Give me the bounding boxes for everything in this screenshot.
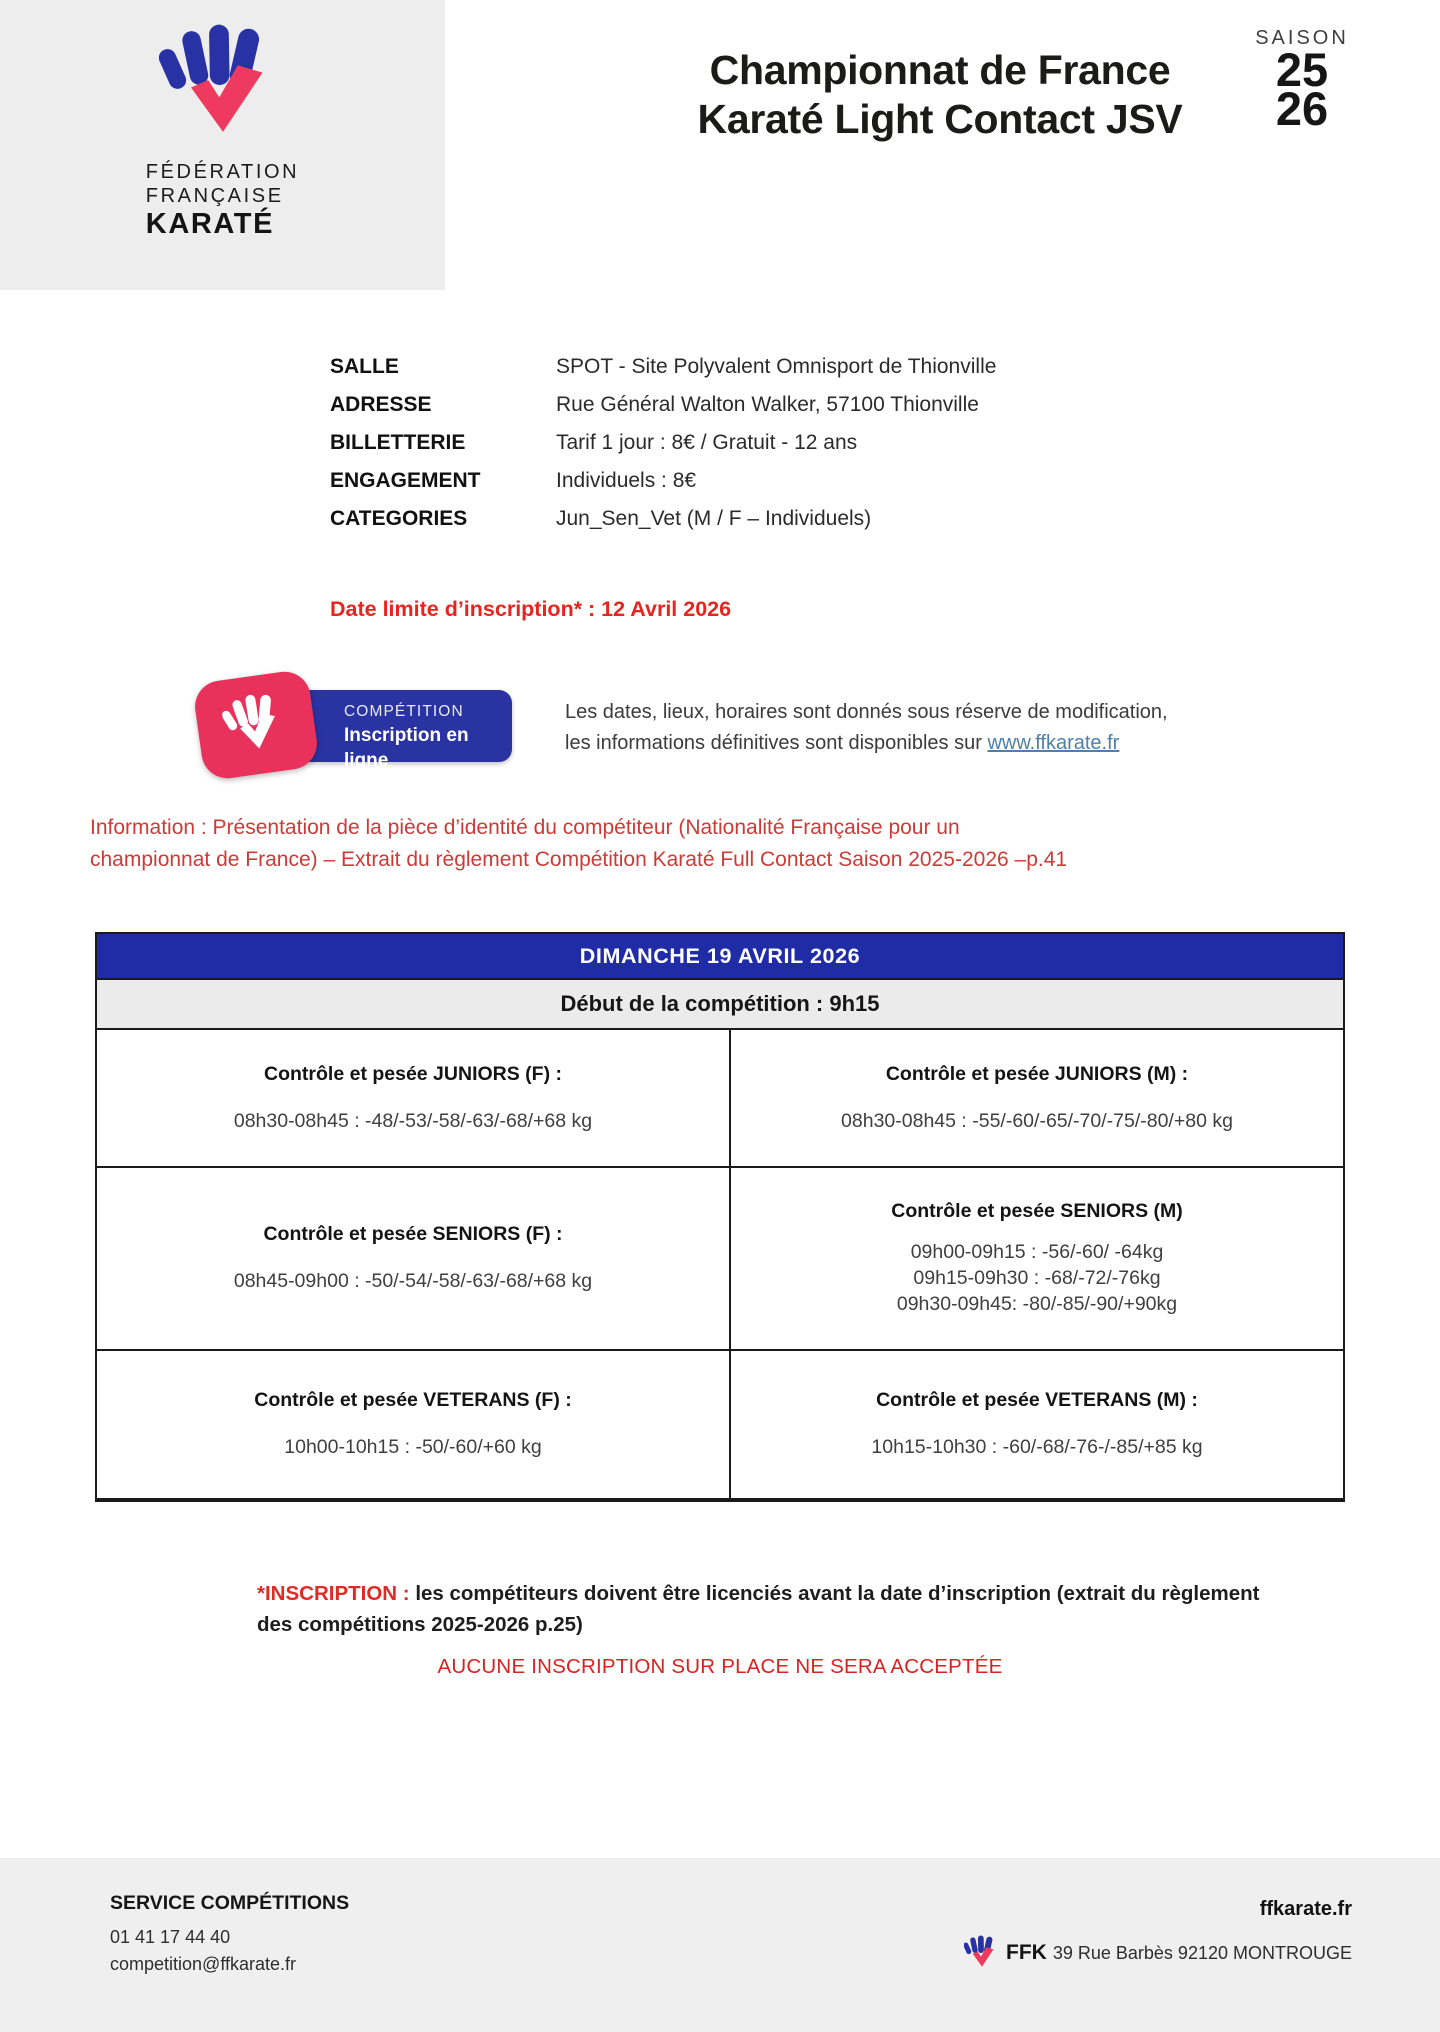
info-label: SALLE	[330, 355, 399, 378]
cell-line: 08h30-08h45 : -48/-53/-58/-63/-68/+68 kg	[233, 1109, 593, 1132]
page-footer	[0, 1858, 1440, 2032]
footer-website: ffkarate.fr	[1259, 1898, 1352, 1920]
identity-information-line-1: Information : Présentation de la pièce d’identité du compétiteur (Nationalité Française pour un	[90, 816, 960, 839]
notice-line-2	[565, 728, 1168, 759]
info-row-billetterie	[330, 428, 996, 457]
season-year-top: 25	[1275, 43, 1329, 96]
cell-juniors-f	[97, 1030, 731, 1166]
cell-title: Contrôle et pesée JUNIORS (F) :	[264, 1062, 562, 1085]
cell-line: 09h00-09h15 : -56/-60/ -64kg	[910, 1241, 1164, 1263]
org-line: FRANÇAISE	[145, 185, 284, 207]
title-line-2: Karaté Light Contact JSV	[697, 96, 1183, 142]
footer-service-title: SERVICE COMPÉTITIONS	[110, 1892, 350, 1914]
info-row-salle	[330, 352, 996, 381]
info-label: ENGAGEMENT	[330, 469, 481, 492]
footer-email: competition@ffkarate.fr	[110, 1954, 297, 1974]
footer-org-block	[964, 1898, 1352, 1973]
notice-line-1: Les dates, lieux, horaires sont donnés sous réserve de modification,	[565, 701, 1168, 723]
table-row	[97, 1351, 1343, 1498]
table-row	[97, 1030, 1343, 1168]
cell-title: Contrôle et pesée SENIORS (M)	[891, 1200, 1183, 1222]
cell-line: 08h30-08h45 : -55/-60/-65/-70/-75/-80/+80 kg	[841, 1109, 1233, 1132]
cell-line: 09h30-09h45: -80/-85/-90/+90kg	[896, 1293, 1178, 1315]
org-name	[146, 160, 299, 240]
cell-title: Contrôle et pesée VETERANS (F) :	[254, 1389, 572, 1411]
footer-phone: 01 41 17 44 40	[110, 1927, 231, 1947]
info-value: Tarif 1 jour : 8€ / Gratuit - 12 ans	[556, 431, 858, 454]
page-title	[640, 46, 1240, 144]
ffkarate-link[interactable]: www.ffkarate.fr	[987, 732, 1120, 754]
cell-title: Contrôle et pesée VETERANS (M) :	[876, 1389, 1198, 1411]
inscription-footnote-prefix: *INSCRIPTION :	[257, 1582, 410, 1605]
info-row-adresse	[330, 390, 996, 419]
cell-line: 10h00-10h15 : -50/-60/+60 kg	[284, 1436, 542, 1458]
footer-address-line	[964, 1933, 1352, 1973]
modification-notice	[565, 697, 1168, 759]
badge-fist-tile	[192, 668, 321, 781]
identity-information-line-2: championnat de France) – Extrait du règlement Compétition Karaté Full Contact Saison 2025-2026 –p.41	[90, 847, 1068, 871]
footer-contact-block	[110, 1892, 349, 1978]
info-value: Jun_Sen_Vet (M / F – Individuels)	[556, 507, 872, 530]
info-label: ADRESSE	[330, 393, 432, 416]
title-line-1: Championnat de France	[709, 47, 1171, 93]
info-row-categories	[330, 504, 996, 533]
registration-deadline: Date limite d’inscription* : 12 Avril 2026	[330, 597, 732, 621]
cell-veterans-f	[97, 1351, 731, 1498]
cell-seniors-f	[97, 1168, 731, 1349]
org-line: KARATÉ	[145, 208, 275, 240]
badge-competition-label: COMPÉTITION	[344, 703, 464, 720]
info-value: Individuels : 8€	[556, 469, 697, 492]
footer-org-abbr: FFK	[1006, 1941, 1047, 1964]
schedule-day-header: DIMANCHE 19 AVRIL 2026	[97, 934, 1343, 980]
schedule-table	[95, 932, 1345, 1502]
info-value: Rue Général Walton Walker, 57100 Thionville	[556, 393, 979, 416]
competition-badge	[198, 676, 518, 776]
info-value: SPOT - Site Polyvalent Omnisport de Thionville	[556, 355, 997, 378]
identity-information	[90, 812, 1067, 875]
schedule-start-row: Début de la compétition : 9h15	[97, 980, 1343, 1030]
ffk-fist-icon	[964, 1933, 1000, 1973]
season-year-bottom: 26	[1275, 82, 1329, 135]
table-row	[97, 1168, 1343, 1351]
ffk-fist-icon	[159, 16, 287, 154]
info-row-engagement	[330, 466, 996, 495]
cell-line: 08h45-09h00 : -50/-54/-58/-63/-68/+68 kg	[233, 1270, 593, 1292]
cell-veterans-m	[731, 1351, 1343, 1498]
no-onsite-registration-warning: AUCUNE INSCRIPTION SUR PLACE NE SERA ACCEPTÉE	[437, 1655, 1003, 1678]
season-block	[1246, 26, 1358, 135]
ffk-fist-icon	[219, 686, 292, 764]
cell-seniors-m	[731, 1168, 1343, 1349]
ffk-logo-panel	[0, 0, 445, 290]
season-label: SAISON	[1255, 27, 1349, 49]
footer-org-address: 39 Rue Barbès 92120 MONTROUGE	[1052, 1942, 1352, 1963]
inscription-footnote-text: les compétiteurs doivent être licenciés avant la date d’inscription (extrait du règlement des compétitions 2025-2026 p.25)	[257, 1582, 1260, 1636]
info-label: BILLETTERIE	[330, 431, 466, 454]
notice-line-2-text: les informations définitives sont disponibles sur	[565, 732, 988, 754]
cell-line: 10h15-10h30 : -60/-68/-76-/-85/+85 kg	[871, 1436, 1203, 1458]
inscription-footnote	[257, 1578, 1277, 1640]
badge-online-registration-label: Inscription en ligne	[344, 725, 469, 771]
info-label: CATEGORIES	[330, 507, 468, 530]
cell-line: 09h15-09h30 : -68/-72/-76kg	[913, 1267, 1161, 1289]
event-info-list	[330, 352, 996, 542]
org-line: FÉDÉRATION	[145, 161, 300, 183]
cell-title: Contrôle et pesée JUNIORS (M) :	[885, 1062, 1189, 1085]
cell-juniors-m	[731, 1030, 1343, 1166]
cell-title: Contrôle et pesée SENIORS (F) :	[263, 1223, 563, 1245]
